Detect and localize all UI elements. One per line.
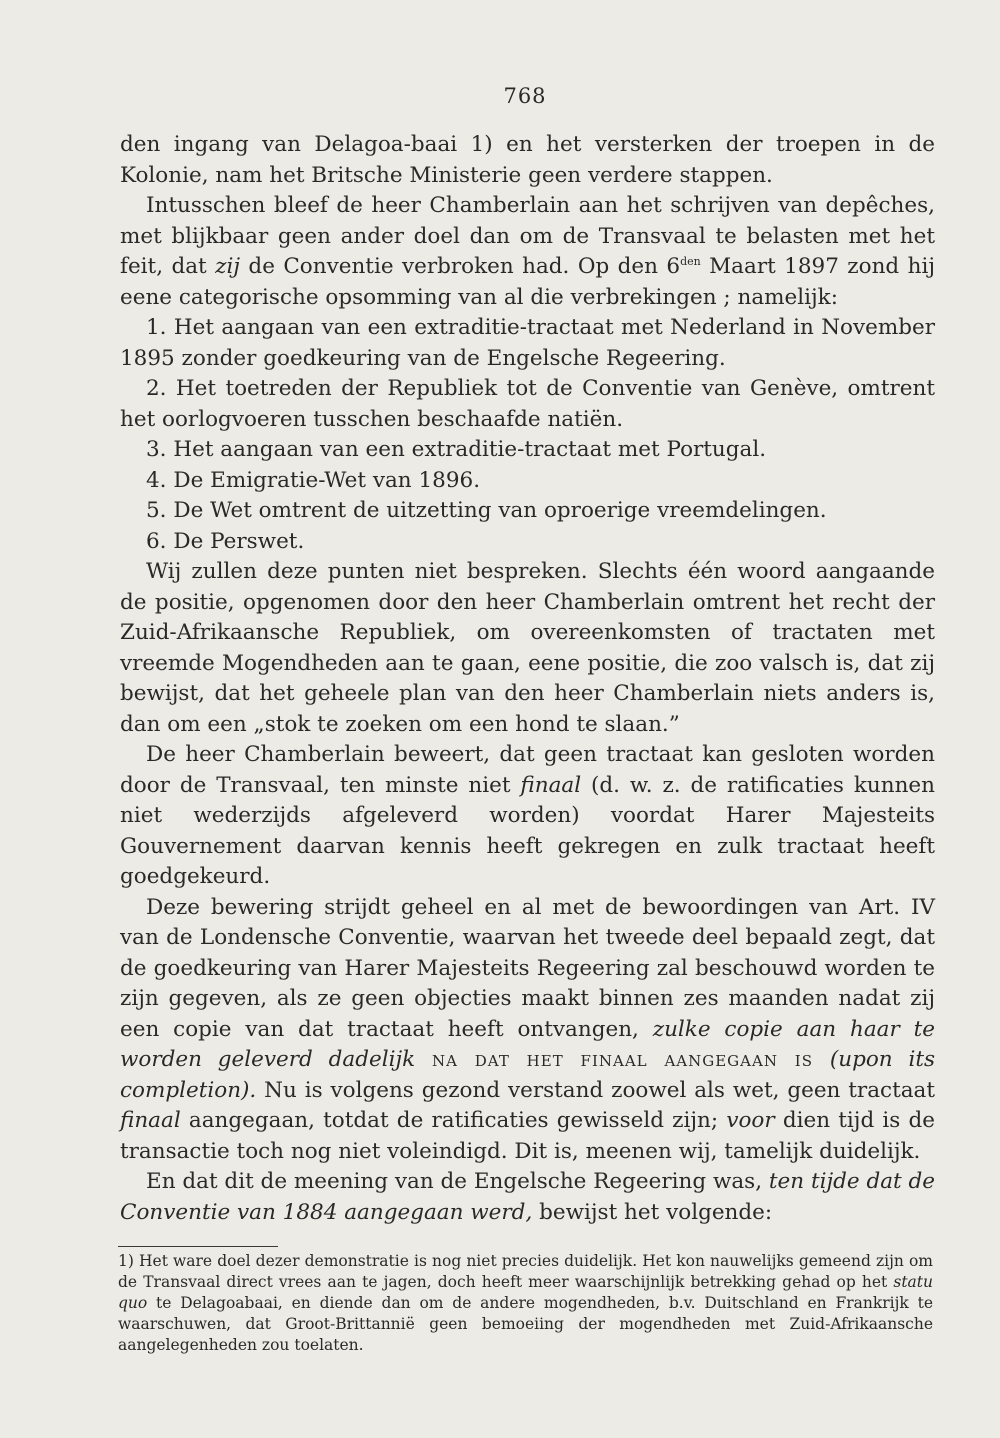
- text-line: eene categorische opsomming van al die verbrekingen ; namelijk:: [120, 284, 838, 310]
- text-line: Intusschen bleef de heer Chamberlain aan het schrijven van depêches,: [146, 193, 935, 218]
- text-run: Deze bewering strijdt geheel en al met de bewoordingen van Art. IV van de Londensche Conventie, waarvan het tweede deel bepaald zegt, dat de goedkeuring van Harer Majesteits Regeering zal beschouwd worden te zijn gegeven, als ze geen objecties maakt binnen zes maanden nadat zij een copie van dat tractaat heeft ontvangen,: [120, 894, 935, 1042]
- list-item-4: 4. De Emigratie-Wet van 1896.: [146, 467, 481, 493]
- text-line: met blijkbaar geen ander doel dan om de Transvaal te belasten met het: [120, 223, 935, 249]
- text-line: nam het Britsche Ministerie geen verdere stappen.: [215, 162, 773, 188]
- text-line: Maart 1897 zond hij: [700, 254, 936, 279]
- text-line: de Conventie verbroken had. Op den 6: [240, 254, 681, 279]
- body-text: [120, 130, 935, 1228]
- paragraph-1: [120, 130, 935, 191]
- footnote-text: [118, 1251, 933, 1356]
- paragraph-3: Wij zullen deze punten niet bespreken. Slechts één woord aangaande de positie, opgenomen door den heer Chamberlain omtrent het recht der Zuid-Afrikaansche Republiek, om overeenkomsten of tractaten met vreemde Mogendheden aan te gaan, eene positie, die zoo valsch is, dat zij bewijst, dat het geheele plan van den heer Chamberlain niets anders is, dan om een „stok te zoeken om een hond te slaan.”: [120, 559, 935, 737]
- text-run: dien tijd is de transactie toch nog niet voleindigd. Dit is, meenen wij, tamelijk duidelijk.: [120, 1108, 936, 1164]
- text-line: feit, dat: [120, 254, 216, 279]
- italic-phrase: ten tijde dat de Conventie van 1884 aangegaan werd,: [120, 1169, 935, 1225]
- italic-phrase: zulke copie aan haar te worden geleverd dadelijk: [120, 1016, 935, 1072]
- small-caps-phrase: na dat het finaal aangegaan is: [415, 1047, 830, 1072]
- italic-phrase: statu quo: [118, 1273, 933, 1312]
- text-run: te Delagoabaai, en diende dan om de andere mogendheden, b.v. Duitschland en Frankrijk te waarschuwen, dat Groot-Brittannië geen bemoeiing der mogendheden met Zuid-Afrikaansche aangelegenheden zou toelaten.: [118, 1294, 933, 1354]
- text-run: (d. w. z. de ratificaties kunnen niet wederzijds afgeleverd worden) voordat Harer Majesteits Gouvernement daarvan kennis heeft gekregen en zulk tractaat heeft goedgekeurd.: [120, 772, 935, 889]
- paragraph-4: [120, 740, 935, 893]
- text-line: den ingang van Delagoa-baai 1) en het versterken der troepen in de Kolonie,: [120, 132, 935, 188]
- list-item-6: 6. De Perswet.: [146, 528, 305, 554]
- text-run: bewijst het volgende:: [532, 1199, 773, 1225]
- paragraph-6: [120, 1167, 935, 1228]
- text-run: aangegaan, totdat de ratificaties gewisseld zijn;: [180, 1108, 727, 1133]
- superscript: den: [680, 254, 701, 268]
- list-item-2: 2. Het toetreden der Republiek tot de Conventie van Genève, omtrent het oorlogvoeren tusschen beschaafde natiën.: [120, 376, 935, 432]
- list-item-1: 1. Het aangaan van een extraditie-tractaat met Nederland in November 1895 zonder goedkeuring van de Engelsche Regeering.: [120, 315, 935, 371]
- footnote-divider: [118, 1246, 278, 1247]
- text-run: En dat dit de meening van de Engelsche Regeering was,: [146, 1169, 769, 1194]
- text-run: 1) Het ware doel dezer demonstratie is nog niet precies duidelijk. Het kon nauwelijks gemeend zijn om de Transvaal direct vrees aan te jagen, doch heeft meer waarschijnlijk betrekking gehad op het: [118, 1252, 933, 1291]
- italic-word: zij: [215, 254, 240, 279]
- italic-phrase: (upon its completion).: [120, 1047, 936, 1103]
- text-run: Nu is volgens gezond verstand zoowel als wet, geen tractaat: [256, 1077, 935, 1103]
- paragraph-2: [120, 191, 935, 313]
- text-run: De heer Chamberlain beweert, dat geen tractaat kan gesloten worden door de Transvaal, ten minste niet: [120, 742, 935, 798]
- italic-word: voor: [726, 1108, 775, 1133]
- list-item-3: 3. Het aangaan van een extraditie-tractaat met Portugal.: [146, 437, 767, 462]
- footnote: [118, 1251, 933, 1356]
- list-item-5: 5. De Wet omtrent de uitzetting van oproerige vreemdelingen.: [146, 498, 827, 523]
- page-number: 768: [503, 84, 547, 108]
- italic-word: finaal: [120, 1108, 181, 1133]
- paragraph-5: [120, 893, 935, 1168]
- italic-word: finaal: [520, 772, 582, 798]
